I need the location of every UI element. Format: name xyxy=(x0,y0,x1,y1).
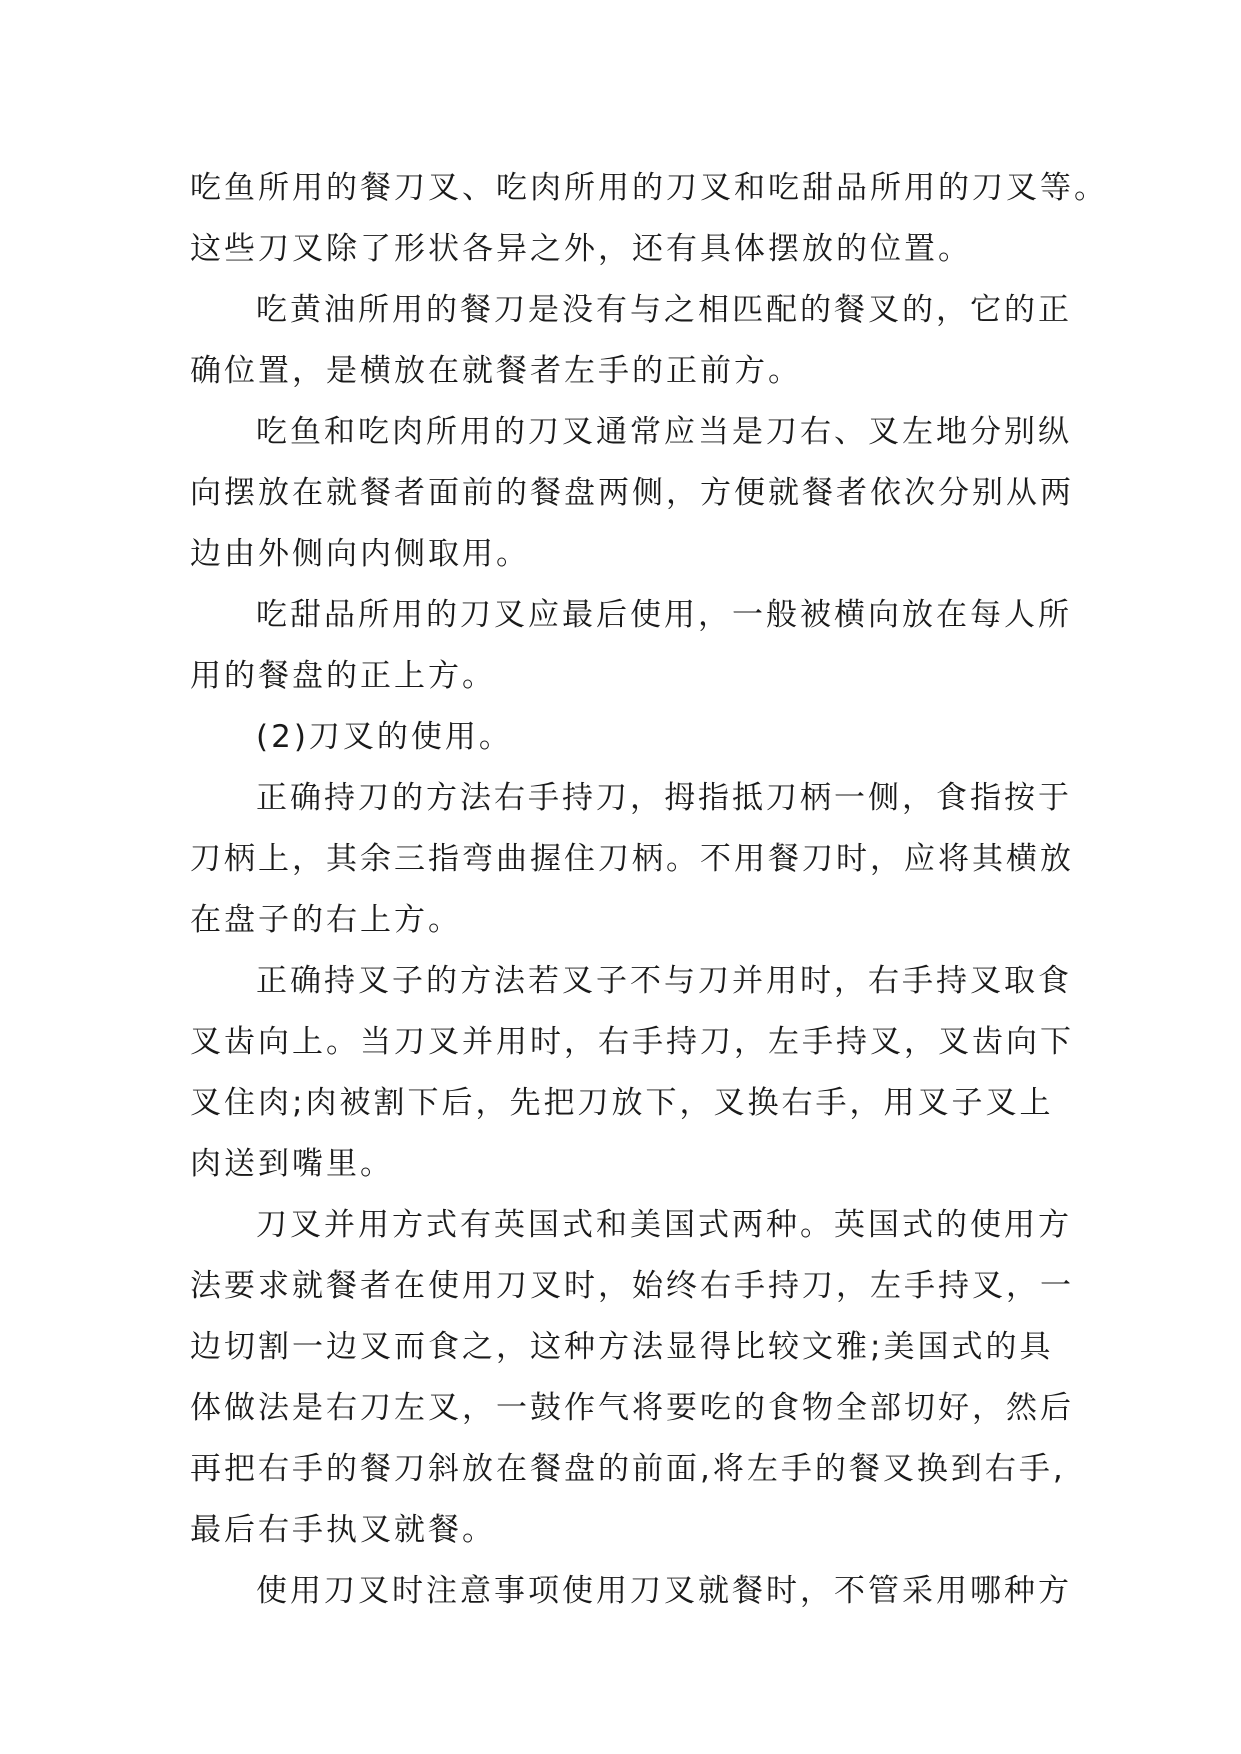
text-line: 刀柄上，其余三指弯曲握住刀柄。不用餐刀时，应将其横放 xyxy=(190,841,1074,877)
text-line: 使用刀叉时注意事项使用刀叉就餐时，不管采用哪种方 xyxy=(256,1573,1072,1609)
text-line: 用的餐盘的正上方。 xyxy=(190,658,496,694)
text-line: 边由外侧向内侧取用。 xyxy=(190,536,530,572)
text-line: 再把右手的餐刀斜放在餐盘的前面,将左手的餐叉换到右手, xyxy=(190,1451,1066,1487)
text-line: 法要求就餐者在使用刀叉时，始终右手持刀，左手持叉，一 xyxy=(190,1268,1074,1304)
text-line: 最后右手执叉就餐。 xyxy=(190,1512,496,1548)
text-line: 在盘子的右上方。 xyxy=(190,902,462,938)
section-heading: (2)刀叉的使用。 xyxy=(256,719,513,755)
body-text xyxy=(190,158,1108,1622)
text-line: 叉住肉;肉被割下后，先把刀放下，叉换右手，用叉子叉上 xyxy=(190,1085,1054,1121)
text-line: 吃鱼和吃肉所用的刀叉通常应当是刀右、叉左地分别纵 xyxy=(256,414,1072,450)
text-line: 边切割一边叉而食之，这种方法显得比较文雅;美国式的具 xyxy=(190,1329,1054,1365)
text-line: 吃黄油所用的餐刀是没有与之相匹配的餐叉的，它的正 xyxy=(256,292,1072,328)
text-line: 叉齿向上。当刀叉并用时，右手持刀，左手持叉，叉齿向下 xyxy=(190,1024,1074,1060)
text-line: 这些刀叉除了形状各异之外，还有具体摆放的位置。 xyxy=(190,231,972,267)
text-line: 向摆放在就餐者面前的餐盘两侧，方便就餐者依次分别从两 xyxy=(190,475,1074,511)
text-line: 吃鱼所用的餐刀叉、吃肉所用的刀叉和吃甜品所用的刀叉等。 xyxy=(190,170,1108,206)
text-line: 正确持叉子的方法若叉子不与刀并用时，右手持叉取食 xyxy=(256,963,1072,999)
text-line: 体做法是右刀左叉，一鼓作气将要吃的食物全部切好，然后 xyxy=(190,1390,1074,1426)
text-line: 正确持刀的方法右手持刀，拇指抵刀柄一侧，食指按于 xyxy=(256,780,1072,816)
text-line: 确位置，是横放在就餐者左手的正前方。 xyxy=(190,353,802,389)
text-line: 吃甜品所用的刀叉应最后使用，一般被横向放在每人所 xyxy=(256,597,1072,633)
text-line: 刀叉并用方式有英国式和美国式两种。英国式的使用方 xyxy=(256,1207,1072,1243)
text-line: 肉送到嘴里。 xyxy=(190,1146,394,1182)
